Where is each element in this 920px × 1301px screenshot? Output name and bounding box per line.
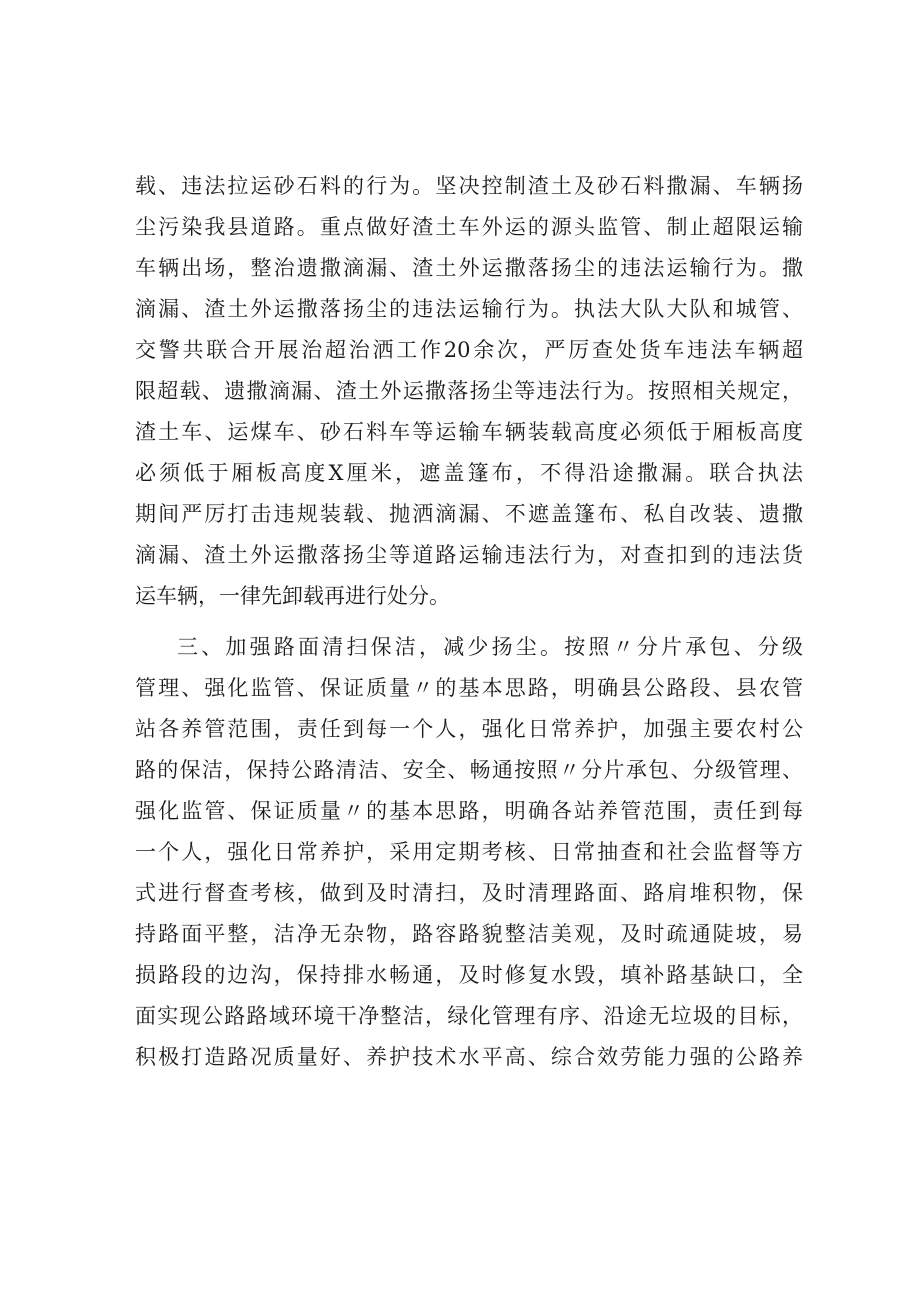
text-line: 积极打造路况质量好、养护技术水平高、综合效劳能力强的公路养 xyxy=(135,1045,803,1069)
paragraph-section-three xyxy=(135,627,803,1078)
paragraph-gap xyxy=(135,617,803,627)
text-line: 滴漏、渣土外运撒落扬尘的违法运输行为。执法大队大队和城管、 xyxy=(135,297,803,321)
section-heading-line: 三、加强路面清扫保洁，减少扬尘。按照〃分片承包、分级 xyxy=(177,635,803,659)
text-line: 路的保洁，保持公路清洁、安全、畅通按照〃分片承包、分级管理、 xyxy=(135,758,803,782)
text-line: 持路面平整，洁净无杂物，路容路貌整洁美观，及时疏通陡坡，易 xyxy=(135,922,803,946)
text-line: 面实现公路路域环境干净整洁，绿化管理有序、沿途无垃圾的目标， xyxy=(135,1004,803,1028)
text-line: 强化监管、保证质量〃的基本思路，明确各站养管范围，责任到每 xyxy=(135,799,803,823)
text-line: 交警共联合开展治超治洒工作20余次，严厉查处货车违法车辆超 xyxy=(135,338,803,362)
text-line: 管理、强化监管、保证质量〃的基本思路，明确县公路段、县农管 xyxy=(135,676,803,700)
text-line: 限超载、遗撒滴漏、渣土外运撒落扬尘等违法行为。按照相关规定， xyxy=(135,379,803,403)
text-line: 渣土车、运煤车、砂石料车等运输车辆装载高度必须低于厢板高度 xyxy=(135,420,803,444)
text-line: 运车辆，一律先卸载再进行处分。 xyxy=(135,584,450,608)
text-line: 尘污染我县道路。重点做好渣土车外运的源头监管、制止超限运输 xyxy=(135,215,803,239)
text-line: 式进行督查考核，做到及时清扫，及时清理路面、路肩堆积物，保 xyxy=(135,881,803,905)
text-line: 期间严厉打击违规装载、抛洒滴漏、不遮盖篷布、私自改装、遗撒 xyxy=(135,502,803,526)
text-line: 载、违法拉运砂石料的行为。坚决控制渣土及砂石料撒漏、车辆扬 xyxy=(135,174,803,198)
text-line: 滴漏、渣土外运撒落扬尘等道路运输违法行为，对查扣到的违法货 xyxy=(135,543,803,567)
text-line: 站各养管范围，责任到每一个人，强化日常养护，加强主要农村公 xyxy=(135,717,803,741)
text-line: 一个人，强化日常养护，采用定期考核、日常抽查和社会监督等方 xyxy=(135,840,803,864)
text-line: 必须低于厢板高度X厘米，遮盖篷布，不得沿途撒漏。联合执法 xyxy=(135,461,803,485)
text-line: 车辆出场，整治遗撒滴漏、渣土外运撒落扬尘的违法运输行为。撒 xyxy=(135,256,803,280)
document-body xyxy=(135,166,803,1078)
text-line: 损路段的边沟，保持排水畅通，及时修复水毁，填补路基缺口，全 xyxy=(135,963,803,987)
paragraph-continuation xyxy=(135,166,803,617)
